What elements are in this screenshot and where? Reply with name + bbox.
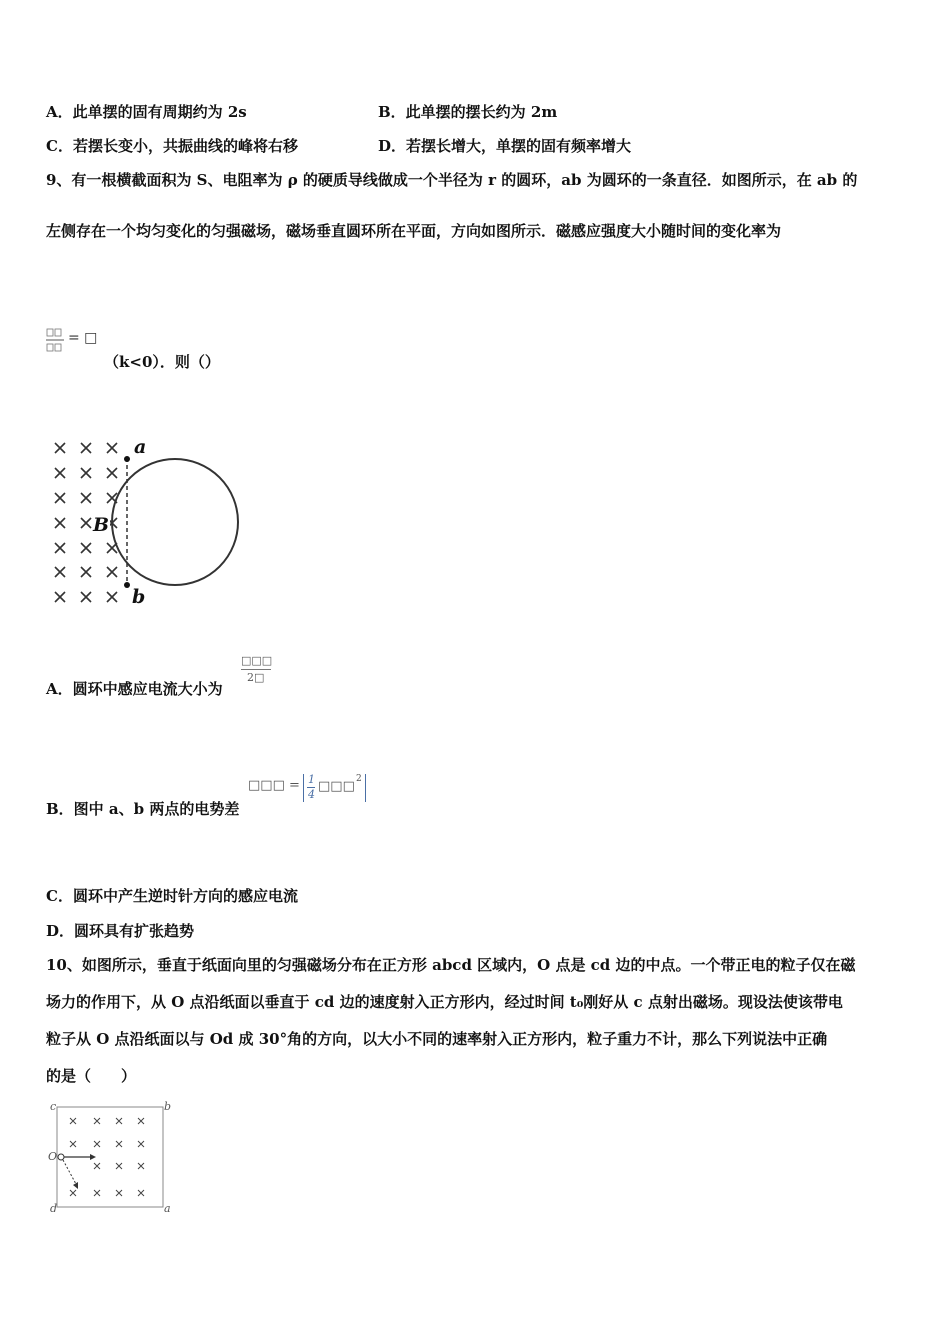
q9-option-c: C．圆环中产生逆时针方向的感应电流 (46, 887, 298, 905)
corner-c: c (50, 1100, 57, 1113)
field-cross-icon (55, 493, 65, 503)
field-cross-icon (55, 468, 65, 478)
q10-stem-line3: 粒子从 O 点沿纸面以与 Od 成 30°角的方向，以大小不同的速率射入正方形内，粒子重力不计，那么下列说法中正确 (46, 1030, 828, 1048)
field-cross-icon (107, 567, 117, 577)
field-cross-icon (81, 592, 91, 602)
formula-rhs: □□□ (318, 779, 355, 794)
point-b (124, 582, 130, 588)
formula-exponent: 2 (356, 774, 362, 784)
field-cross-icon (138, 1190, 144, 1196)
field-cross-icon (81, 543, 91, 553)
label-B: B (93, 514, 110, 536)
field-cross-icon (55, 567, 65, 577)
field-cross-icon (107, 468, 117, 478)
q9-stem-line1: 9、有一根横截面积为 S、电阻率为 ρ 的硬质导线做成一个半径为 r 的圆环，ab 为圆环的一条直径．如图所示，在 ab 的 (46, 171, 858, 189)
field-cross-icon (94, 1190, 100, 1196)
q10-figure (46, 1098, 172, 1216)
label-a: a (134, 436, 147, 458)
field-cross-icon (138, 1118, 144, 1124)
field-cross-icon (107, 592, 117, 602)
q8-option-a: A．此单摆的固有周期约为 2s (46, 103, 247, 121)
field-cross-icon (81, 443, 91, 453)
field-cross-icon (94, 1118, 100, 1124)
field-cross-icon (116, 1163, 122, 1169)
label-b: b (132, 586, 146, 608)
q9-stem-line2: 左侧存在一个均匀变化的匀强磁场，磁场垂直圆环所在平面，方向如图所示．磁感应强度大小随时间的变化率为 (46, 222, 782, 240)
ring-field-diagram (46, 436, 206, 611)
ring-circle (112, 459, 238, 585)
corner-a: a (164, 1202, 171, 1215)
field-cross-icon (94, 1141, 100, 1147)
point-O (58, 1154, 64, 1160)
q9-figure (46, 436, 206, 611)
field-cross-icon (81, 518, 91, 528)
field-cross-icon (94, 1163, 100, 1169)
q9-rate-formula (46, 328, 106, 356)
field-cross-icon (70, 1141, 76, 1147)
field-cross-icon (81, 493, 91, 503)
q8-option-c: C．若摆长变小，共振曲线的峰将右移 (46, 137, 298, 155)
corner-b: b (164, 1100, 172, 1113)
field-cross-icon (81, 567, 91, 577)
frac-top: 1 (308, 773, 315, 786)
field-cross-icon (70, 1118, 76, 1124)
field-cross-icon (55, 592, 65, 602)
field-cross-icon (116, 1190, 122, 1196)
point-a (124, 456, 130, 462)
q8-option-b: B．此单摆的摆长约为 2m (378, 103, 558, 121)
q9-option-b-formula (248, 774, 378, 804)
field-cross-icon (55, 543, 65, 553)
field-cross-icon (107, 443, 117, 453)
q8-option-d: D．若摆长增大，单摆的固有频率增大 (378, 137, 632, 155)
corner-d: d (50, 1202, 58, 1215)
field-cross-icon (138, 1163, 144, 1169)
frac-bottom: 4 (308, 788, 315, 801)
q9-formula-condition: （k<0）．则（） (104, 353, 220, 371)
formula-numerator: □□□ (241, 654, 273, 667)
angled-velocity-arrow (63, 1160, 76, 1184)
q9-option-d: D．圆环具有扩张趋势 (46, 922, 195, 940)
q10-stem-line4: 的是（ ） (46, 1067, 137, 1085)
q10-stem-line1: 10、如图所示，垂直于纸面向里的匀强磁场分布在正方形 abcd 区域内，O 点是 cd 边的中点。一个带正电的粒子仅在磁 (46, 956, 856, 974)
formula-lhs: □□□ = (248, 778, 300, 793)
field-cross-icon (55, 518, 65, 528)
q10-stem-line2: 场力的作用下，从 O 点沿纸面以垂直于 cd 边的速度射入正方形内，经过时间 t₀刚好从 c 点射出磁场。现设法使该带电 (46, 993, 843, 1011)
field-cross-icon (70, 1190, 76, 1196)
field-cross-icon (55, 443, 65, 453)
q9-formula-equals: = □ (68, 330, 98, 346)
field-cross-icon (81, 468, 91, 478)
square-field-diagram (46, 1098, 172, 1216)
point-O-label: O (48, 1150, 58, 1163)
q9-option-b: B．图中 a、b 两点的电势差 (46, 800, 240, 818)
field-cross-icon (116, 1118, 122, 1124)
q9-option-a-formula (241, 654, 275, 686)
q9-option-a: A．圆环中感应电流大小为 (46, 680, 223, 698)
field-cross-icon (138, 1141, 144, 1147)
formula-denominator: 2□ (247, 671, 265, 684)
field-cross-icon (116, 1141, 122, 1147)
